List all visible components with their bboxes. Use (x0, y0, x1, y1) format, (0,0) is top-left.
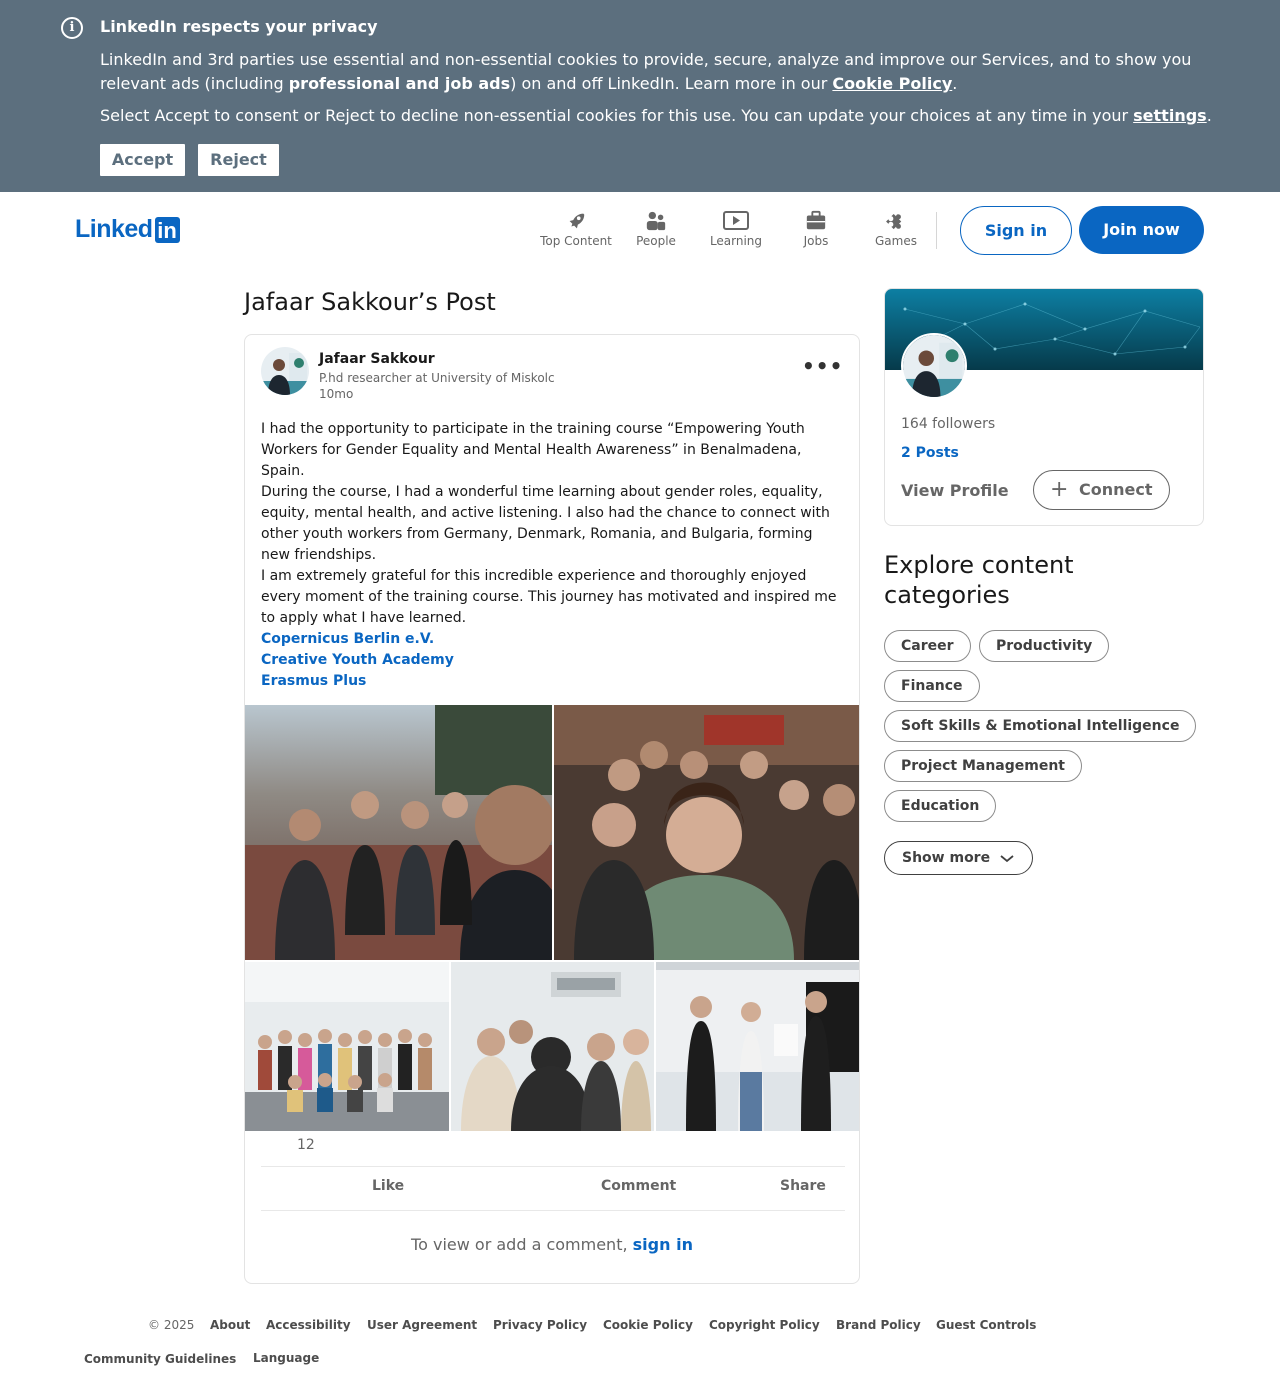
footer-link-language[interactable]: Language (253, 1351, 320, 1365)
comment-button[interactable]: Comment (601, 1178, 677, 1194)
sign-in-button[interactable]: Sign in (960, 206, 1072, 255)
footer-link-user-agreement[interactable]: User Agreement (367, 1318, 478, 1332)
reject-button[interactable]: Reject (198, 144, 279, 176)
post-text (261, 419, 845, 692)
footer-link-cookie-policy[interactable]: Cookie Policy (603, 1318, 693, 1332)
divider (261, 1210, 845, 1211)
chip-soft-skills[interactable]: Soft Skills & Emotional Intelligence (884, 710, 1196, 742)
post-paragraph: I am extremely grateful for this incredible experience and thoroughly enjoyed every moment of the training course. This journey has motivated and inspired me to apply what I have learned. (261, 568, 837, 626)
page-title: Jafaar Sakkour’s Post (244, 288, 496, 316)
cookie-banner (0, 0, 1280, 192)
tag-creative-youth-academy[interactable]: Creative Youth Academy (261, 652, 454, 668)
settings-link[interactable]: settings (1133, 106, 1207, 125)
explore-title: Explore content categories (884, 551, 1074, 609)
nav-games[interactable]: Games (856, 208, 936, 248)
footer-link-community-guidelines[interactable]: Community Guidelines (84, 1352, 237, 1366)
footer-link-privacy-policy[interactable]: Privacy Policy (493, 1318, 588, 1332)
chip-finance[interactable]: Finance (884, 670, 980, 702)
view-profile-link[interactable]: View Profile (901, 481, 1009, 500)
comment-prompt: To view or add a comment, sign in (411, 1235, 693, 1254)
like-button[interactable]: Like (372, 1178, 405, 1194)
posts-link[interactable]: 2 Posts (901, 445, 959, 461)
profile-avatar[interactable] (901, 333, 967, 399)
more-options-icon[interactable]: ••• (802, 354, 844, 378)
chip-career[interactable]: Career (884, 630, 971, 662)
post-photo-group-selfie-seaside[interactable] (245, 705, 552, 960)
author-avatar[interactable] (261, 347, 309, 395)
chip-productivity[interactable]: Productivity (979, 630, 1109, 662)
footer-link-about[interactable]: About (210, 1318, 251, 1332)
info-icon: i (61, 17, 83, 39)
footer-link-brand-policy[interactable]: Brand Policy (836, 1318, 921, 1332)
cookie-banner-title: LinkedIn respects your privacy (100, 17, 378, 36)
cookie-banner-consent-text: Select Accept to consent or Reject to decline non-essential cookies for this use. You can update your choices at any time in your settings. (100, 106, 1212, 125)
chip-project-management[interactable]: Project Management (884, 750, 1082, 782)
nav-top-content[interactable]: Top Content (536, 208, 616, 248)
cookie-policy-link[interactable]: Cookie Policy (832, 74, 953, 93)
nav-divider (936, 212, 937, 249)
puzzle-icon (856, 208, 936, 234)
post-time: 10mo (319, 387, 354, 401)
post-photo-restaurant-selfie[interactable] (554, 705, 860, 960)
profile-card (884, 288, 1204, 526)
nav-jobs[interactable]: Jobs (776, 208, 856, 248)
join-now-button[interactable]: Join now (1079, 206, 1204, 254)
reaction-count[interactable]: 12 (297, 1137, 315, 1153)
accept-button[interactable]: Accept (100, 144, 185, 176)
rocket-icon (536, 208, 616, 234)
post-paragraph: I had the opportunity to participate in the training course “Empowering Youth Workers for Gender Equality and Mental Health Awareness” in Benalmadena, Spain. (261, 421, 805, 479)
author-name[interactable]: Jafaar Sakkour (319, 351, 435, 367)
author-headline: P.hd researcher at University of Miskolc (319, 371, 555, 385)
nav-people[interactable]: People (616, 208, 696, 248)
nav-learning[interactable]: Learning (696, 208, 776, 248)
briefcase-icon (776, 208, 856, 234)
chip-education[interactable]: Education (884, 790, 996, 822)
chevron-down-icon (1000, 843, 1014, 875)
show-more-button[interactable]: Show more (884, 841, 1033, 875)
linkedin-logo[interactable]: Linked in (75, 216, 180, 243)
post-card (244, 334, 860, 1284)
plus-icon: + (1050, 477, 1069, 502)
post-paragraph: During the course, I had a wonderful time learning about gender roles, equality, equity, mental health, and active listening. I also had the chance to connect with other youth workers from Germany, Denmark, Romania, and Bulgaria, forming new friendships. (261, 484, 830, 563)
followers-count: 164 followers (901, 416, 996, 432)
post-photo-certificates[interactable] (656, 962, 860, 1131)
footer-link-accessibility[interactable]: Accessibility (266, 1318, 351, 1332)
share-button[interactable]: Share (780, 1178, 826, 1194)
footer-copyright: © 2025 (148, 1318, 195, 1332)
tag-copernicus-berlin[interactable]: Copernicus Berlin e.V. (261, 631, 435, 647)
cookie-banner-text: LinkedIn and 3rd parties use essential and non-essential cookies to provide, secure, analyze and improve our Services, and to show you relevant ads (including professional and job ads) on and off LinkedIn. Learn more in our Cookie Policy. (100, 50, 1192, 93)
comment-sign-in-link[interactable]: sign in (632, 1235, 693, 1254)
learning-icon (696, 208, 776, 234)
post-photo-classroom-group[interactable] (245, 962, 449, 1131)
footer-link-copyright-policy[interactable]: Copyright Policy (709, 1318, 820, 1332)
people-icon (616, 208, 696, 234)
divider (261, 1166, 845, 1167)
connect-button[interactable]: + Connect (1033, 470, 1170, 510)
footer-link-guest-controls[interactable]: Guest Controls (936, 1318, 1037, 1332)
post-photo-group-hug[interactable] (451, 962, 654, 1131)
tag-erasmus-plus[interactable]: Erasmus Plus (261, 673, 367, 689)
